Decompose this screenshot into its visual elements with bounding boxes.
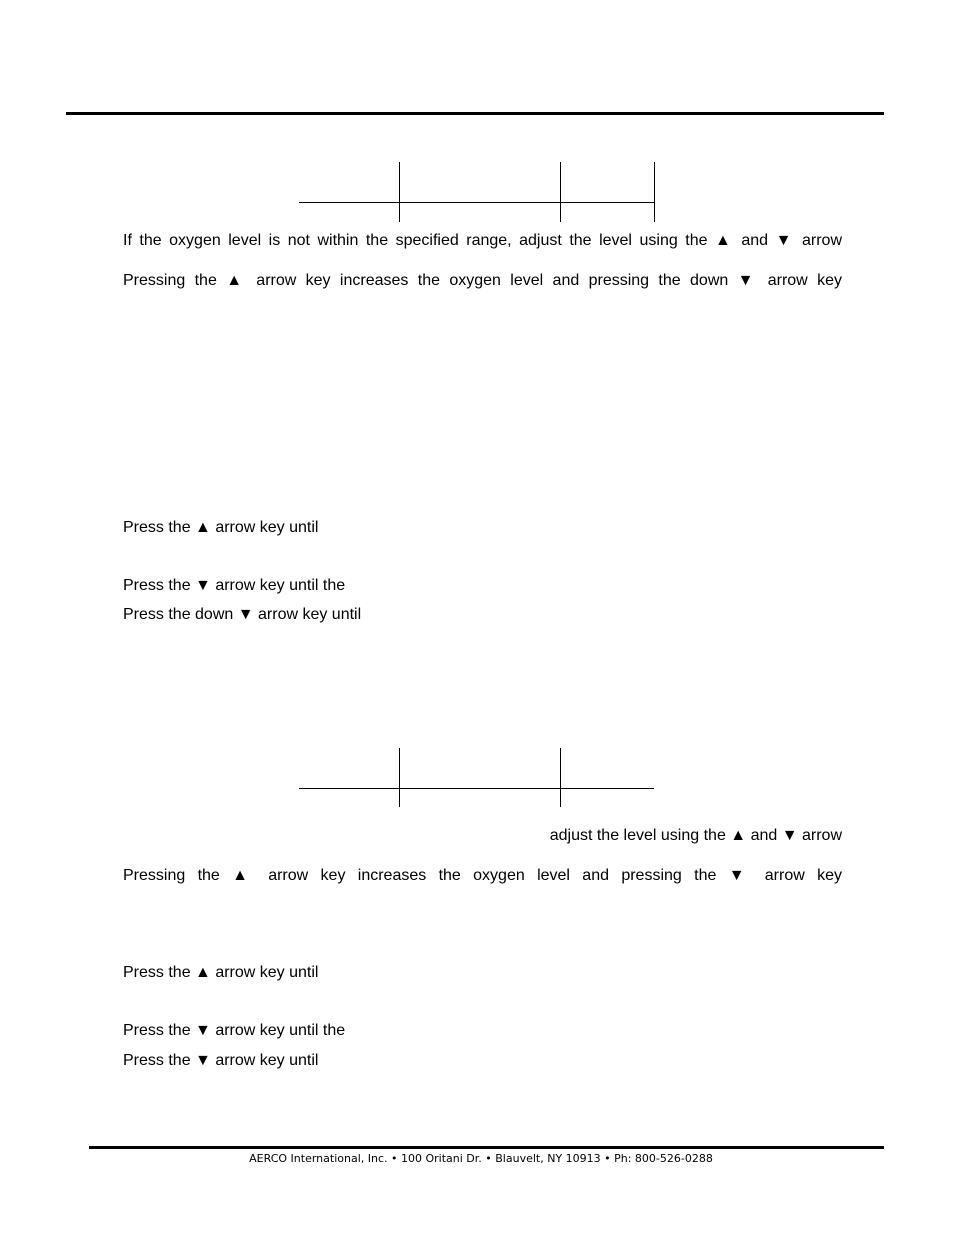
instruction-paragraph: Pressing the ▲ arrow key increases the oxygen level and pressing the down ▼ arrow key: [123, 272, 842, 289]
step-text: Press the ▼ arrow key until: [123, 1052, 319, 1069]
instruction-paragraph: If the oxygen level is not within the specified range, adjust the level using the ▲ and ▼ arrow: [123, 232, 842, 249]
instruction-paragraph: adjust the level using the ▲ and ▼ arrow: [549, 827, 842, 844]
table-column-divider: [654, 162, 655, 222]
footer-address: AERCO International, Inc. • 100 Oritani Dr. • Blauvelt, NY 10913 • Ph: 800-526-0288: [249, 1152, 713, 1165]
table-row-divider: [299, 202, 654, 203]
step-text: Press the ▼ arrow key until the: [123, 1022, 346, 1039]
table-column-divider: [399, 748, 400, 807]
header-rule: [66, 112, 884, 115]
table-column-divider: [560, 748, 561, 807]
footer-rule: [89, 1146, 884, 1149]
table-column-divider: [560, 162, 561, 222]
instruction-paragraph: Pressing the ▲ arrow key increases the oxygen level and pressing the ▼ arrow key: [123, 867, 842, 884]
table-column-divider: [399, 162, 400, 222]
step-text: Press the ▲ arrow key until: [123, 519, 319, 536]
step-text: Press the ▼ arrow key until the: [123, 577, 346, 594]
table-row-divider: [299, 788, 654, 789]
step-text: Press the down ▼ arrow key until: [123, 606, 362, 623]
step-text: Press the ▲ arrow key until: [123, 964, 319, 981]
